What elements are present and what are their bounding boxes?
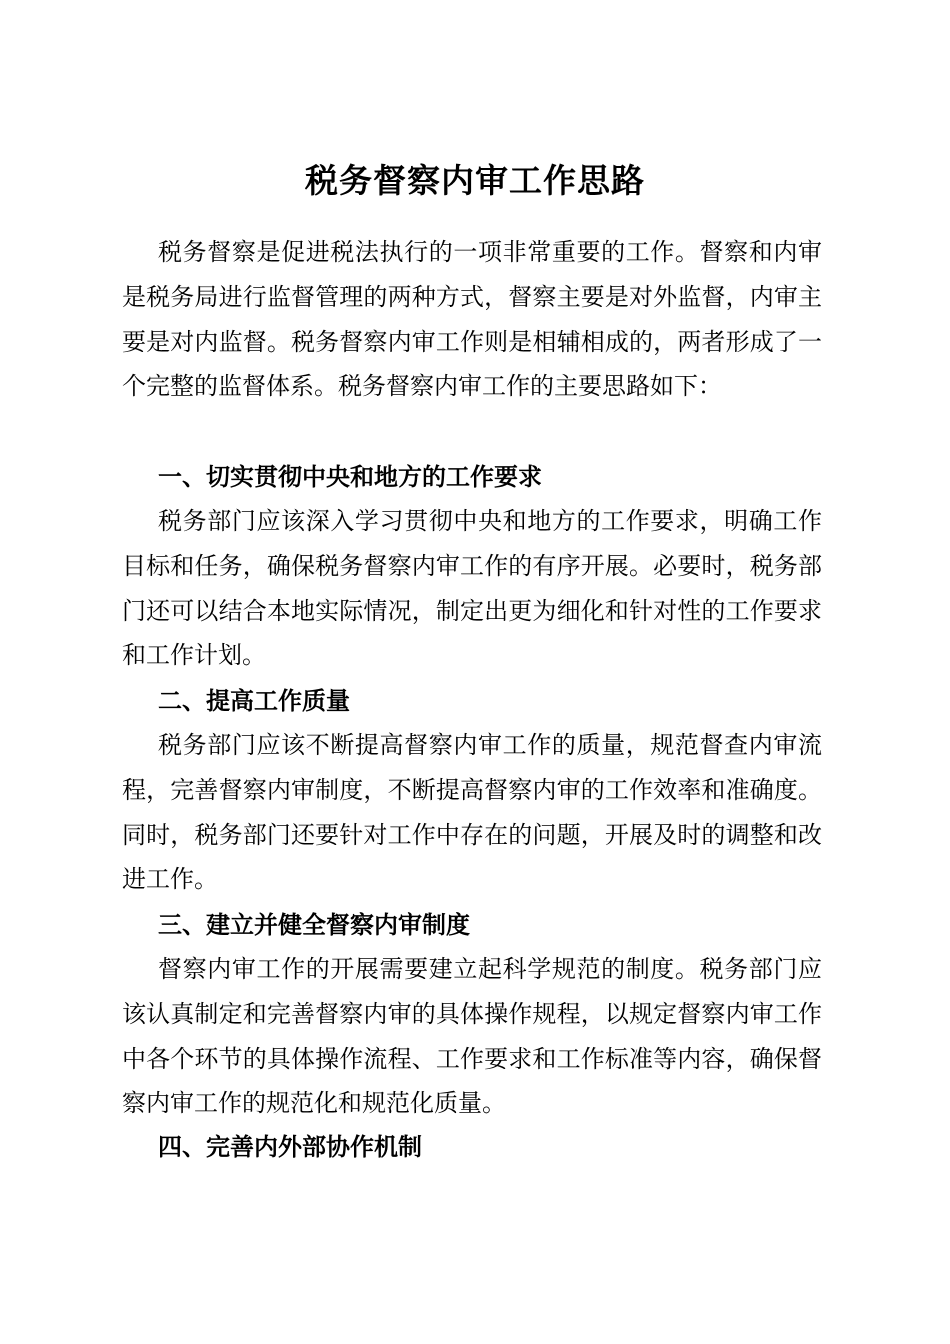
section-heading-3: 三、建立并健全督察内审制度 — [158, 911, 470, 939]
section-heading-1: 一、切实贯彻中央和地方的工作要求 — [158, 463, 542, 491]
section-heading-4: 四、完善内外部协作机制 — [158, 1133, 422, 1161]
page-title: 税务督察内审工作思路 — [305, 161, 645, 201]
section-body-3: 督察内审工作的开展需要建立起科学规范的制度。税务部门应该认真制定和完善督察内审的具体操作规程，以规定督察内审工作中各个环节的具体操作流程、工作要求和工作标准等内容，确保督察内审工作的规范化和规范化质量。 — [122, 955, 822, 1118]
intro-paragraph: 税务督察是促进税法执行的一项非常重要的工作。督察和内审是税务局进行监督管理的两种方式，督察主要是对外监督，内审主要是对内监督。税务督察内审工作则是相辅相成的，两者形成了一个完整的监督体系。税务督察内审工作的主要思路如下： — [122, 238, 822, 401]
section-heading-2: 二、提高工作质量 — [158, 687, 350, 715]
section-body-2: 税务部门应该不断提高督察内审工作的质量，规范督查内审流程，完善督察内审制度，不断提高督察内审的工作效率和准确度。同时，税务部门还要针对工作中存在的问题，开展及时的调整和改进工作。 — [122, 731, 822, 894]
section-body-1: 税务部门应该深入学习贯彻中央和地方的工作要求，明确工作目标和任务，确保税务督察内审工作的有序开展。必要时，税务部门还可以结合本地实际情况，制定出更为细化和针对性的工作要求和工作计划。 — [122, 507, 822, 670]
